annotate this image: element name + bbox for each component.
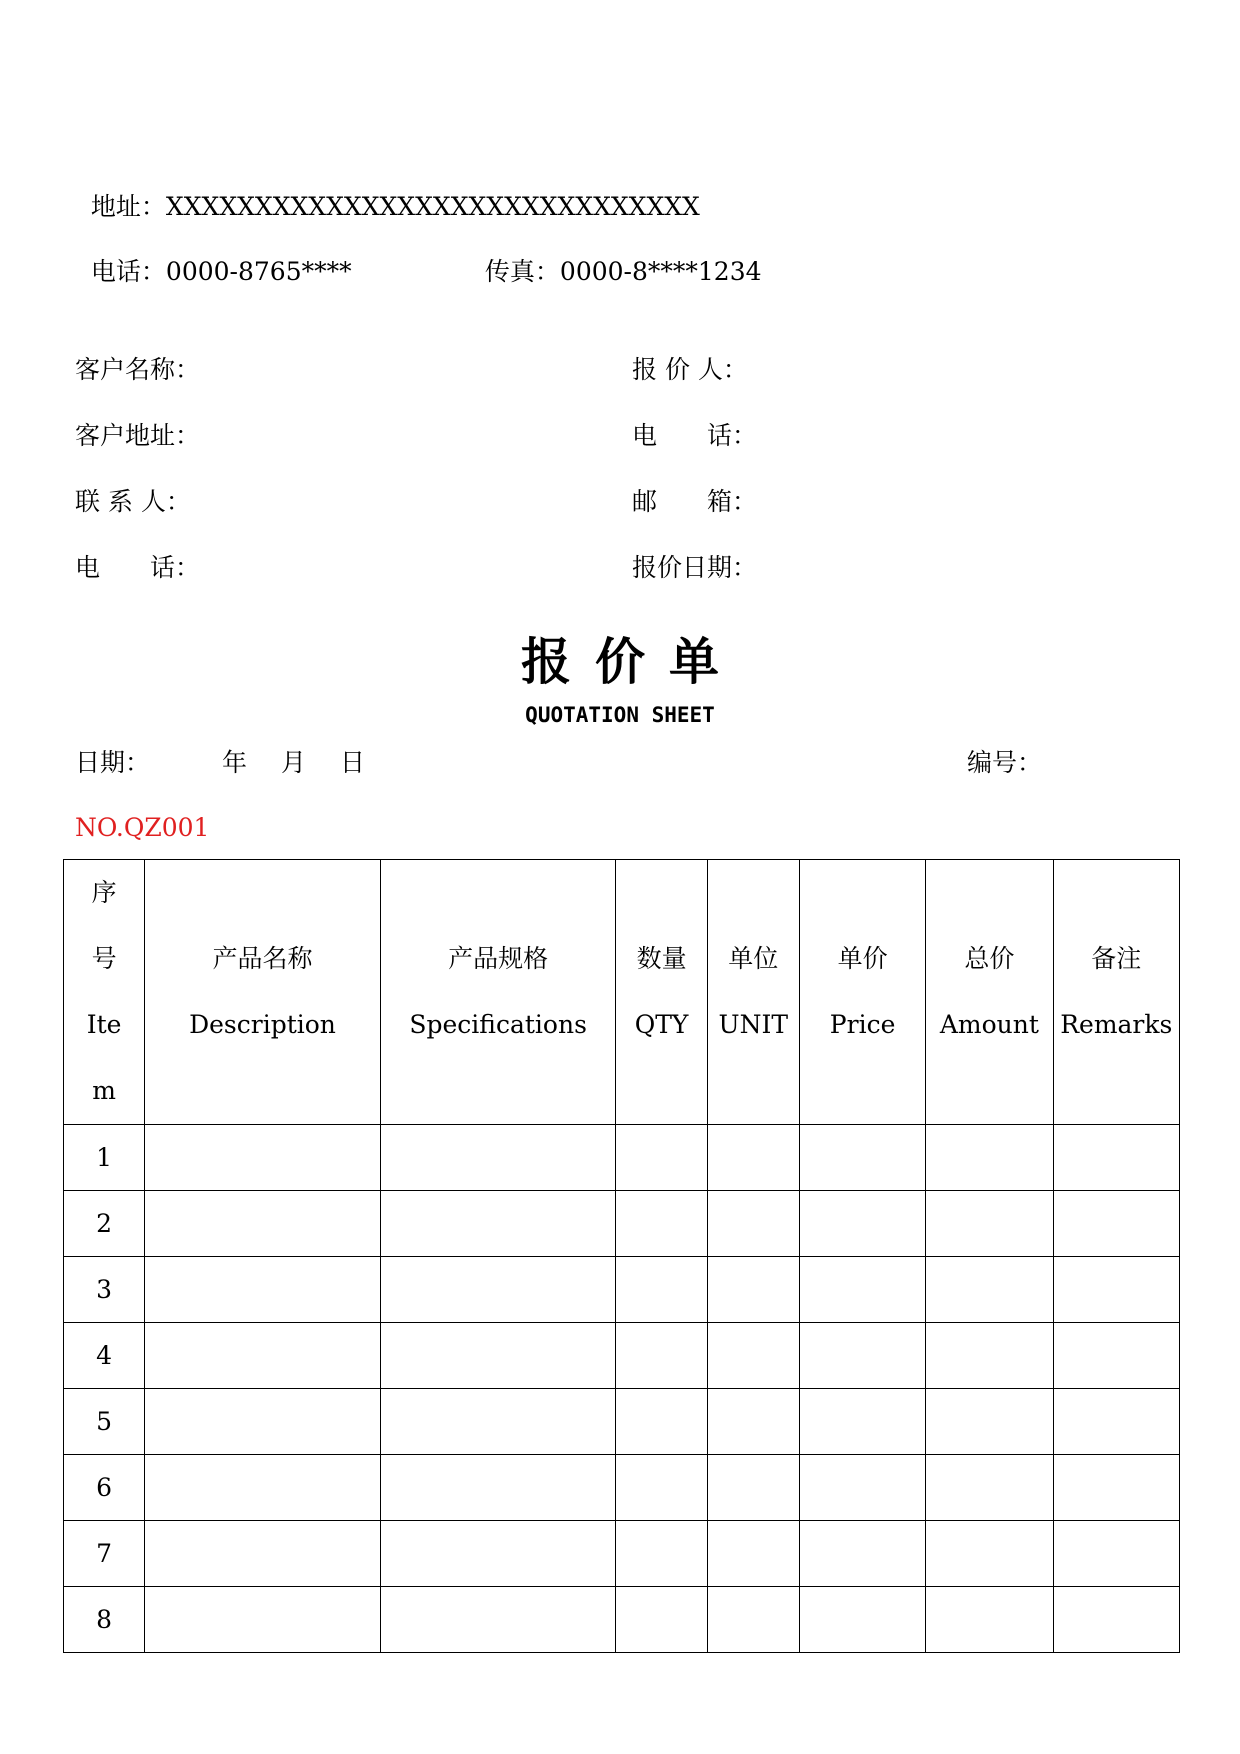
- qty-cell[interactable]: [616, 1191, 707, 1257]
- table-header-row: [64, 860, 1180, 1125]
- specifications-cell[interactable]: [380, 1191, 616, 1257]
- row-number: 5: [64, 1389, 145, 1455]
- quoter-phone-label: 电 话：: [632, 421, 758, 450]
- client-contact-label: 联 系 人：: [75, 487, 191, 516]
- header-qty-en: QTY: [634, 1010, 689, 1039]
- qty-cell[interactable]: [616, 1125, 707, 1191]
- amount-cell[interactable]: [926, 1587, 1053, 1653]
- description-cell[interactable]: [145, 1455, 381, 1521]
- unit-cell[interactable]: [707, 1125, 799, 1191]
- amount-cell[interactable]: [926, 1455, 1053, 1521]
- amount-cell[interactable]: [926, 1125, 1053, 1191]
- header-unit-en: UNIT: [718, 1010, 789, 1039]
- header-item: [64, 860, 145, 1125]
- specifications-cell[interactable]: [380, 1125, 616, 1191]
- header-item-zh-top: 序: [91, 878, 117, 907]
- specifications-cell[interactable]: [380, 1455, 616, 1521]
- specifications-cell[interactable]: [380, 1389, 616, 1455]
- page-subtitle: QUOTATION SHEET: [525, 703, 715, 727]
- date-year: 年: [222, 748, 248, 777]
- amount-cell[interactable]: [926, 1521, 1053, 1587]
- header-price-en: Price: [829, 1010, 896, 1039]
- amount-cell[interactable]: [926, 1389, 1053, 1455]
- remarks-cell[interactable]: [1053, 1125, 1179, 1191]
- quote-date-label: 报价日期：: [632, 553, 758, 582]
- description-cell[interactable]: [145, 1323, 381, 1389]
- qty-cell[interactable]: [616, 1587, 707, 1653]
- header-remarks-en: Remarks: [1060, 1010, 1173, 1039]
- unit-cell[interactable]: [707, 1191, 799, 1257]
- header-unit: [707, 860, 799, 1125]
- remarks-cell[interactable]: [1053, 1191, 1179, 1257]
- remarks-cell[interactable]: [1053, 1257, 1179, 1323]
- date-day: 日: [340, 748, 366, 777]
- company-phone: [75, 227, 352, 287]
- description-cell[interactable]: [145, 1389, 381, 1455]
- header-remarks-zh: 备注: [1091, 944, 1142, 973]
- header-description: [145, 860, 381, 1125]
- company-address-value: XXXXXXXXXXXXXXXXXXXXXXXXXXXXXX: [165, 192, 700, 221]
- company-fax-value: 0000-8****1234: [559, 257, 762, 286]
- unit-cell[interactable]: [707, 1455, 799, 1521]
- table-row: [64, 1455, 1180, 1521]
- amount-cell[interactable]: [926, 1323, 1053, 1389]
- row-number: 3: [64, 1257, 145, 1323]
- qty-cell[interactable]: [616, 1389, 707, 1455]
- specifications-cell[interactable]: [380, 1587, 616, 1653]
- price-cell[interactable]: [799, 1257, 925, 1323]
- header-specifications-en: Specifications: [409, 1010, 587, 1039]
- quoter-person-label: 报 价 人：: [632, 355, 748, 384]
- table-row: [64, 1389, 1180, 1455]
- qty-cell[interactable]: [616, 1521, 707, 1587]
- table-row: [64, 1191, 1180, 1257]
- header-price: [799, 860, 925, 1125]
- qty-cell[interactable]: [616, 1455, 707, 1521]
- unit-cell[interactable]: [707, 1323, 799, 1389]
- qty-cell[interactable]: [616, 1257, 707, 1323]
- remarks-cell[interactable]: [1053, 1389, 1179, 1455]
- price-cell[interactable]: [799, 1125, 925, 1191]
- header-specifications: [380, 860, 616, 1125]
- price-cell[interactable]: [799, 1455, 925, 1521]
- price-cell[interactable]: [799, 1587, 925, 1653]
- price-cell[interactable]: [799, 1191, 925, 1257]
- unit-cell[interactable]: [707, 1521, 799, 1587]
- qty-cell[interactable]: [616, 1323, 707, 1389]
- price-cell[interactable]: [799, 1521, 925, 1587]
- table-row: [64, 1125, 1180, 1191]
- header-unit-zh: 单位: [728, 944, 779, 973]
- row-number: 2: [64, 1191, 145, 1257]
- unit-cell[interactable]: [707, 1257, 799, 1323]
- remarks-cell[interactable]: [1053, 1455, 1179, 1521]
- unit-cell[interactable]: [707, 1587, 799, 1653]
- header-remarks: [1053, 860, 1179, 1125]
- header-item-zh: 号: [91, 944, 117, 973]
- table-row: [64, 1521, 1180, 1587]
- remarks-cell[interactable]: [1053, 1587, 1179, 1653]
- specifications-cell[interactable]: [380, 1257, 616, 1323]
- header-amount-en: Amount: [939, 1010, 1039, 1039]
- header-amount: [926, 860, 1053, 1125]
- description-cell[interactable]: [145, 1521, 381, 1587]
- quotation-table: [63, 859, 1180, 1653]
- number-label: 编号：: [967, 748, 1043, 777]
- remarks-cell[interactable]: [1053, 1521, 1179, 1587]
- date-label: 日期：: [75, 748, 151, 777]
- row-number: 1: [64, 1125, 145, 1191]
- unit-cell[interactable]: [707, 1389, 799, 1455]
- amount-cell[interactable]: [926, 1257, 1053, 1323]
- header-price-zh: 单价: [837, 944, 888, 973]
- description-cell[interactable]: [145, 1257, 381, 1323]
- company-phone-value: 0000-8765****: [165, 257, 352, 286]
- company-address: [75, 162, 700, 222]
- table-row: [64, 1257, 1180, 1323]
- description-cell[interactable]: [145, 1191, 381, 1257]
- header-item-en-extra: m: [92, 1076, 116, 1105]
- table-row: [64, 1323, 1180, 1389]
- header-qty-zh: 数量: [636, 944, 687, 973]
- company-fax-label: 传真：: [484, 257, 560, 286]
- row-number: 6: [64, 1455, 145, 1521]
- document-number: NO.QZ001: [75, 813, 210, 842]
- description-cell[interactable]: [145, 1125, 381, 1191]
- remarks-cell[interactable]: [1053, 1323, 1179, 1389]
- client-name-label: 客户名称：: [75, 355, 201, 384]
- company-phone-label: 电话：: [90, 257, 166, 286]
- header-qty: [616, 860, 707, 1125]
- description-cell[interactable]: [145, 1587, 381, 1653]
- row-number: 7: [64, 1521, 145, 1587]
- header-description-zh: 产品名称: [212, 944, 313, 973]
- specifications-cell[interactable]: [380, 1323, 616, 1389]
- client-address-label: 客户地址：: [75, 421, 201, 450]
- quoter-email-label: 邮 箱：: [632, 487, 758, 516]
- row-number: 8: [64, 1587, 145, 1653]
- table-row: [64, 1587, 1180, 1653]
- header-amount-zh: 总价: [964, 944, 1015, 973]
- client-phone-label: 电 话：: [75, 553, 201, 582]
- amount-cell[interactable]: [926, 1191, 1053, 1257]
- price-cell[interactable]: [799, 1323, 925, 1389]
- header-item-en: Ite: [86, 1010, 122, 1039]
- company-address-label: 地址：: [90, 192, 166, 221]
- row-number: 4: [64, 1323, 145, 1389]
- company-fax: [469, 227, 762, 287]
- header-specifications-zh: 产品规格: [448, 944, 549, 973]
- date-month: 月: [281, 748, 307, 777]
- specifications-cell[interactable]: [380, 1521, 616, 1587]
- header-description-en: Description: [189, 1010, 336, 1039]
- price-cell[interactable]: [799, 1389, 925, 1455]
- page-title: 报价单: [521, 633, 743, 691]
